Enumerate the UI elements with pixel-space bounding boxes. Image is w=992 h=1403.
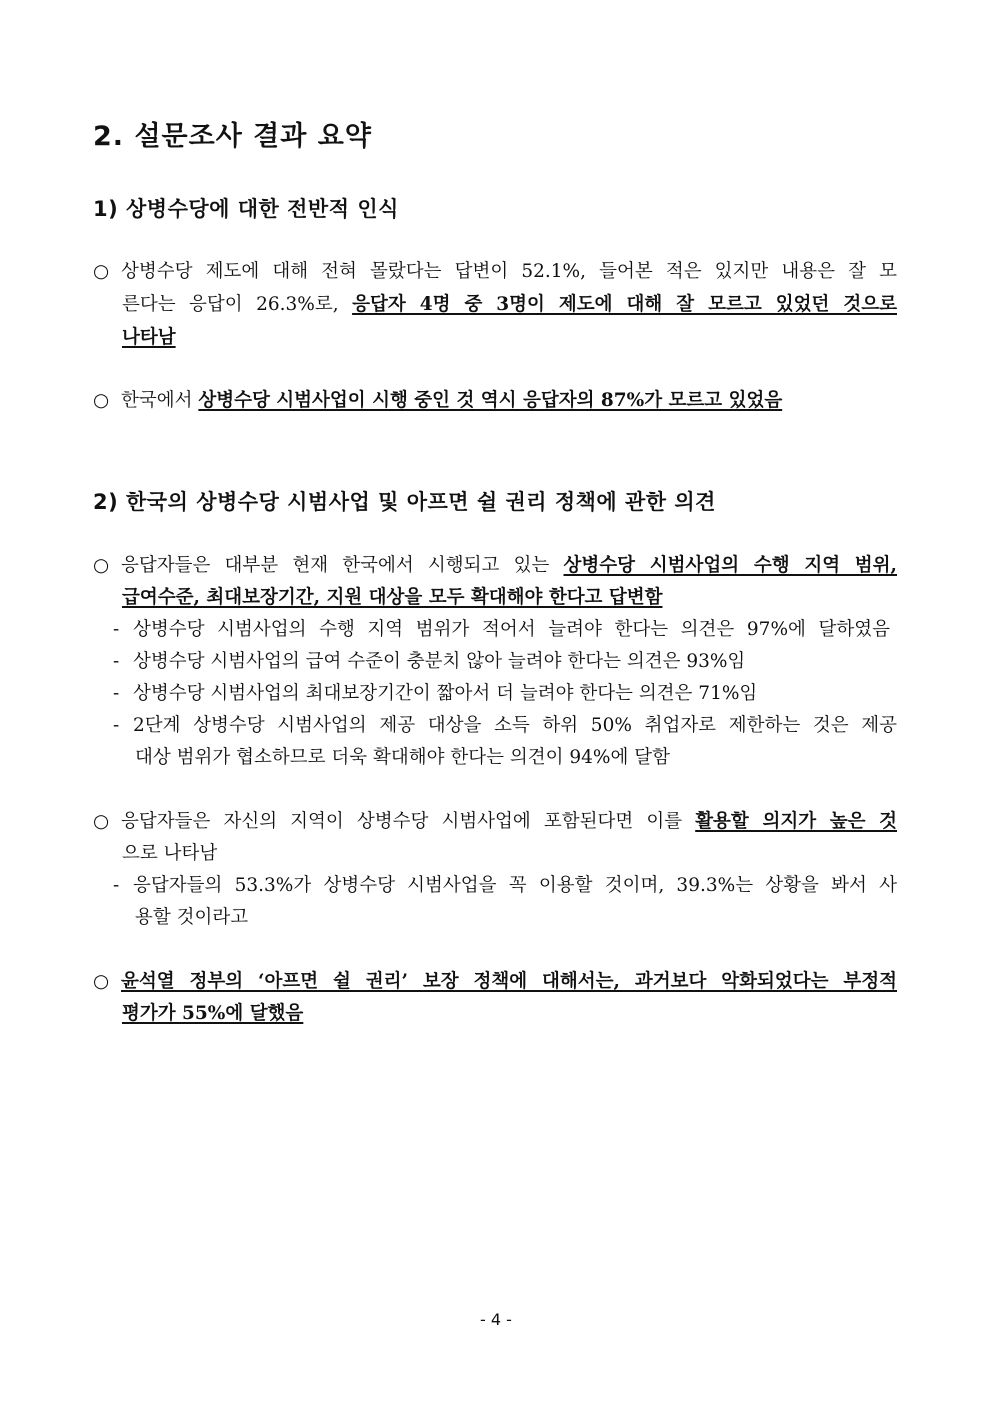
dash-item [113,714,897,738]
dash-marker: - [113,875,120,896]
section-title: 2. 설문조사 결과 요약 [93,121,372,152]
dash-text: 상병수당 시범사업의 급여 수준이 충분치 않아 늘려야 한다는 의견은 93%임 [133,651,746,672]
dash-item [113,682,890,706]
dash-item [113,874,897,898]
paragraph-line [122,293,897,317]
paragraph-line [93,389,897,413]
dash-text: 응답자들의 53.3%가 상병수당 시범사업을 꼭 이용할 것이며, 39.3%는 상황을 봐서 사 [133,875,897,896]
dash-item-continued [135,906,875,930]
paragraph-line [122,842,897,866]
paragraph-text: 응답자들은 대부분 현재 한국에서 시행되고 있는 [121,555,564,576]
dash-marker: - [113,651,120,672]
paragraph-line [122,326,897,350]
emphasis-text: 나타남 [122,327,176,348]
emphasis-text: 상병수당 시범사업이 시행 중인 것 역시 응답자의 87%가 모르고 있었음 [198,390,783,411]
paragraph-text: 상병수당 제도에 대해 전혀 몰랐다는 답변이 52.1%, 들어본 적은 있지만 내용은 잘 모 [121,261,897,282]
paragraph-text: 응답자들은 자신의 지역이 상병수당 시범사업에 포함된다면 이를 [121,811,696,832]
dash-text: 용할 것이라고 [135,907,249,928]
emphasis-text: 응답자 4명 중 3명이 제도에 대해 잘 모르고 있었던 것으로 [352,294,898,315]
bullet-icon: ○ [93,555,110,576]
dash-item [113,618,890,642]
paragraph-text: 으로 나타남 [122,843,218,864]
bullet-icon: ○ [93,971,110,992]
page-number: - 4 - [480,1310,512,1329]
dash-text: 2단계 상병수당 시범사업의 제공 대상을 소득 하위 50% 취업자로 제한하는 것은 제공 [133,715,897,736]
emphasis-text: 활용할 의지가 높은 것 [695,811,897,832]
paragraph-line [122,1002,897,1026]
dash-marker: - [113,715,120,736]
paragraph-line [93,260,897,284]
paragraph-text: 한국에서 [121,390,199,411]
dash-text: 대상 범위가 협소하므로 더욱 확대해야 한다는 의견이 94%에 달함 [135,747,670,768]
paragraph-line [93,554,897,578]
subsection-title-2: 2) 한국의 상병수당 시범사업 및 아프면 쉴 권리 정책에 관한 의견 [93,490,716,514]
dash-item [113,650,890,674]
subsection-title-1: 1) 상병수당에 대한 전반적 인식 [93,197,399,221]
paragraph-text: 른다는 응답이 26.3%로, [122,294,353,315]
bullet-icon: ○ [93,811,110,832]
dash-marker: - [113,619,120,640]
paragraph-line [93,970,897,994]
dash-marker: - [113,683,120,704]
paragraph-line [122,586,897,610]
bullet-icon: ○ [93,261,110,282]
dash-item-continued [135,746,875,770]
emphasis-text: 급여수준, 최대보장기간, 지원 대상을 모두 확대해야 한다고 답변함 [122,587,663,608]
dash-text: 상병수당 시범사업의 수행 지역 범위가 적어서 늘려야 한다는 의견은 97%에 달하였음 [133,619,890,640]
bullet-icon: ○ [93,390,110,411]
emphasis-text: 상병수당 시범사업의 수행 지역 범위, [563,555,897,576]
emphasis-text: 윤석열 정부의 ‘아프면 쉴 권리’ 보장 정책에 대해서는, 과거보다 악화되었다는 부정적 [121,971,897,992]
emphasis-text: 평가가 55%에 달했음 [122,1003,304,1024]
paragraph-line [93,810,897,834]
dash-text: 상병수당 시범사업의 최대보장기간이 짧아서 더 늘려야 한다는 의견은 71%임 [133,683,758,704]
